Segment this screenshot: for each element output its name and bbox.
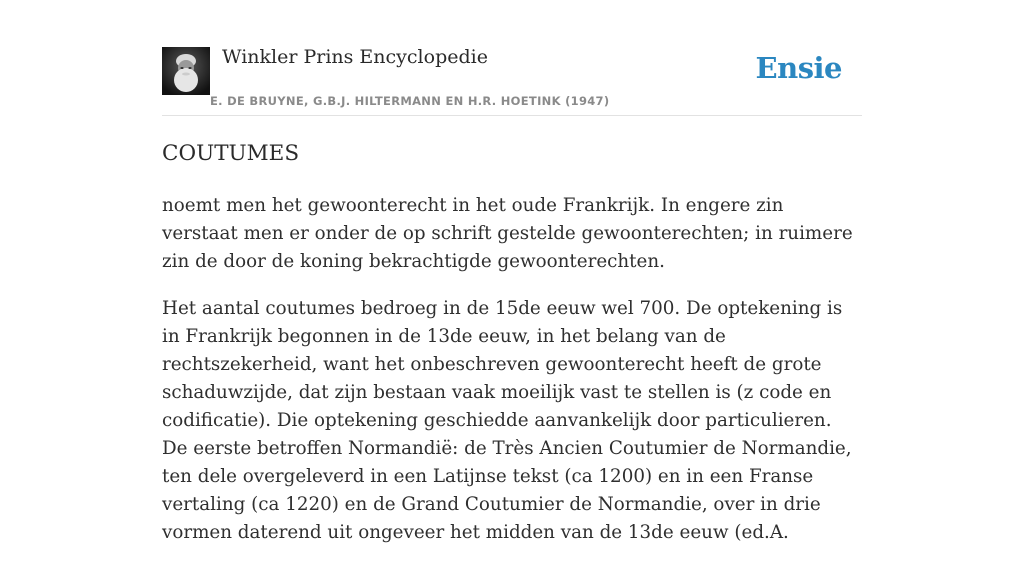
source-authors: E. DE BRUYNE, G.B.J. HILTERMANN EN H.R. HOETINK (1947) <box>210 94 610 108</box>
paragraph: Het aantal coutumes bedroeg in de 15de eeuw wel 700. De optekening is in Frankrijk begonnen in de 13de eeuw, in het belang van de rechtszekerheid, want het onbeschreven gewoonterecht heeft de grote schaduwzijde, dat zijn bestaan vaak moeilijk vast te stellen is (z code en codificatie). Die optekening geschiedde aanvankelijk door particulieren. De eerste betroffen Normandië: de Très Ancien Coutumier de Normandie, ten dele overgeleverd in een Latijnse tekst (ca 1200) en in een Franse vertaling (ca 1220) en de Grand Coutumier de Normandie, over in drie vormen daterend uit ongeveer het midden van de 13de eeuw (ed.A. <box>162 298 852 543</box>
portrait-image <box>162 47 210 95</box>
source-header <box>162 0 862 116</box>
page <box>162 0 862 543</box>
source-title[interactable]: Winkler Prins Encyclopedie <box>222 46 488 68</box>
ensie-logo[interactable]: Ensie <box>755 51 842 85</box>
entry-body <box>162 192 862 566</box>
paragraph: noemt men het gewoonterecht in het oude Frankrijk. In engere zin verstaat men er onder de op schrift gestelde gewoonterechten; in ruimere zin de door de koning bekrachtigde gewoonterechten. <box>162 195 853 272</box>
author-portrait <box>162 47 210 95</box>
entry-title: COUTUMES <box>162 141 300 166</box>
